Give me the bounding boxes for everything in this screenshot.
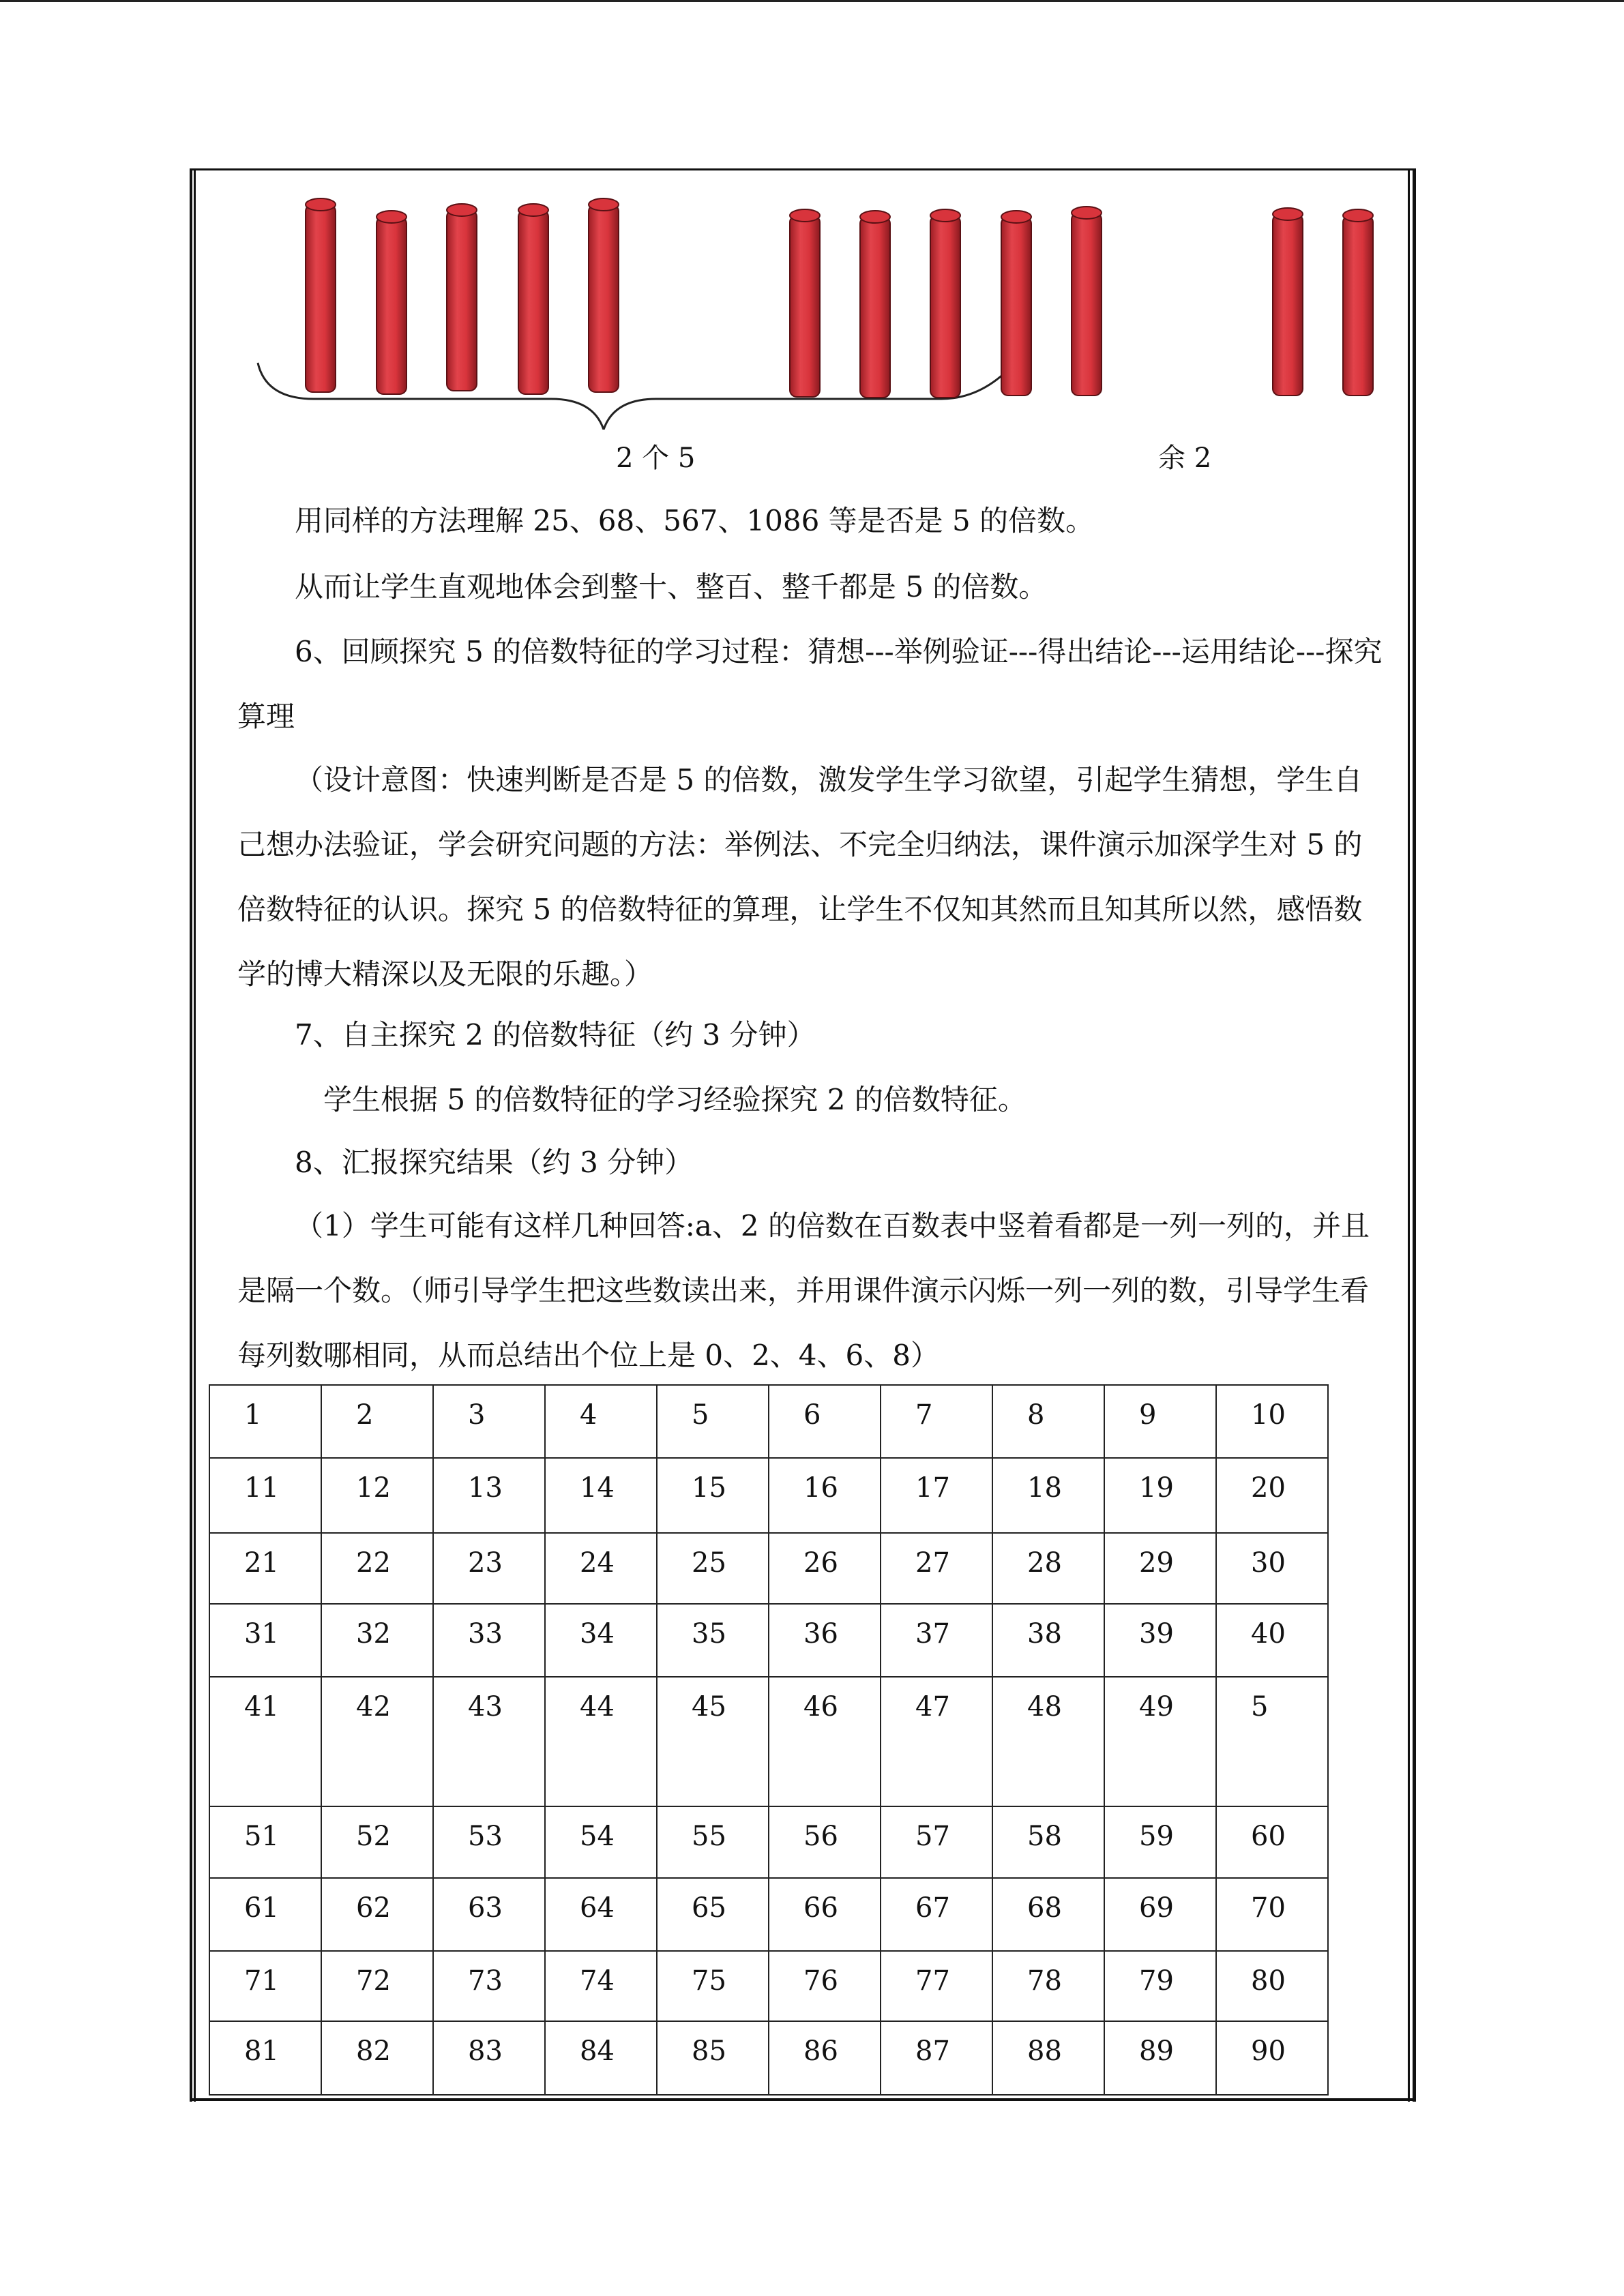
table-cell: 25 [657, 1533, 769, 1604]
sticks-illustration [225, 184, 1398, 430]
table-cell: 58 [992, 1806, 1104, 1878]
table-cell: 63 [433, 1878, 545, 1951]
table-cell: 9 [1104, 1385, 1216, 1458]
table-cell: 41 [209, 1677, 321, 1806]
table-cell: 38 [992, 1604, 1104, 1677]
table-cell: 87 [881, 2021, 992, 2095]
paragraph-3: 6、回顾探究 5 的倍数特征的学习过程：猜想---举例验证---得出结论---运用结论---探究算理 [237, 635, 1383, 733]
table-cell: 5 [657, 1385, 769, 1458]
paragraph-7: 7、自主探究 2 的倍数特征（约 3 分钟） [295, 1018, 816, 1052]
table-row [209, 1458, 1328, 1533]
table-cell: 55 [657, 1806, 769, 1878]
table-cell: 21 [209, 1533, 321, 1604]
red-stick [589, 198, 619, 392]
table-cell: 71 [209, 1951, 321, 2021]
table-cell: 56 [769, 1806, 881, 1878]
table-row [209, 1951, 1328, 2021]
table-row [209, 1385, 1328, 1458]
table-cell: 62 [321, 1878, 433, 1951]
table-cell: 16 [769, 1458, 881, 1533]
table-cell: 81 [209, 2021, 321, 2095]
table-cell: 32 [321, 1604, 433, 1677]
table-cell: 61 [209, 1878, 321, 1951]
table-cell: 2 [321, 1385, 433, 1458]
table-row [209, 1677, 1328, 1806]
table-cell: 49 [1104, 1677, 1216, 1806]
table-cell: 85 [657, 2021, 769, 2095]
table-cell: 80 [1216, 1951, 1328, 2021]
table-cell: 34 [545, 1604, 657, 1677]
table-cell: 66 [769, 1878, 881, 1951]
paragraph-1: 用同样的方法理解 25、68、567、1086 等是否是 5 的倍数。 [295, 504, 1095, 537]
table-cell: 57 [881, 1806, 992, 1878]
table-cell: 19 [1104, 1458, 1216, 1533]
table-cell: 14 [545, 1458, 657, 1533]
red-stick [930, 209, 960, 398]
paragraph-8: 8、汇报探究结果（约 3 分钟） [295, 1146, 694, 1179]
table-cell: 20 [1216, 1458, 1328, 1533]
remainder-label: 余 2 [1158, 443, 1212, 474]
table-cell: 31 [209, 1604, 321, 1677]
table-cell: 7 [881, 1385, 992, 1458]
table-cell: 68 [992, 1878, 1104, 1951]
table-cell: 60 [1216, 1806, 1328, 1878]
paragraph-2: 从而让学生直观地体会到整十、整百、整千都是 5 的倍数。 [295, 570, 1048, 603]
table-cell: 3 [433, 1385, 545, 1458]
red-stick [1273, 208, 1303, 396]
table-cell: 24 [545, 1533, 657, 1604]
red-stick [860, 211, 890, 398]
table-cell: 22 [321, 1533, 433, 1604]
paragraph-student-exploration: 学生根据 5 的倍数特征的学习经验探究 2 的倍数特征。 [323, 1083, 1027, 1116]
table-cell: 10 [1216, 1385, 1328, 1458]
table-cell: 5 [1216, 1677, 1328, 1806]
table-cell: 72 [321, 1951, 433, 2021]
table-cell: 75 [657, 1951, 769, 2021]
table-cell: 35 [657, 1604, 769, 1677]
table-cell: 6 [769, 1385, 881, 1458]
table-cell: 65 [657, 1878, 769, 1951]
red-stick [306, 198, 336, 392]
table-cell: 64 [545, 1878, 657, 1951]
table-cell: 33 [433, 1604, 545, 1677]
table-cell: 17 [881, 1458, 992, 1533]
table-cell: 47 [881, 1677, 992, 1806]
table-cell: 4 [545, 1385, 657, 1458]
table-cell: 39 [1104, 1604, 1216, 1677]
table-row [209, 1806, 1328, 1878]
table-cell: 12 [321, 1458, 433, 1533]
sticks-drawing [225, 184, 1398, 430]
group-label: 2 个 5 [616, 443, 696, 474]
table-cell: 18 [992, 1458, 1104, 1533]
table-cell: 37 [881, 1604, 992, 1677]
red-stick [1001, 211, 1031, 396]
table-cell: 40 [1216, 1604, 1328, 1677]
red-stick [447, 204, 477, 391]
paragraph-answers: （1）学生可能有这样几种回答:a、2 的倍数在百数表中竖着看都是一列一列的，并且是隔一个数。（师引导学生把这些数读出来，并用课件演示闪烁一列一列的数，引导学生看每列数哪相同，从而总结出个位上是 0、2、4、6、8） [237, 1209, 1370, 1372]
table-cell: 84 [545, 2021, 657, 2095]
table-cell: 82 [321, 2021, 433, 2095]
table-cell: 44 [545, 1677, 657, 1806]
hundred-chart-table [209, 1384, 1329, 2096]
red-stick [1072, 207, 1102, 396]
table-cell: 59 [1104, 1806, 1216, 1878]
table-cell: 79 [1104, 1951, 1216, 2021]
table-cell: 51 [209, 1806, 321, 1878]
table-cell: 89 [1104, 2021, 1216, 2095]
table-cell: 83 [433, 2021, 545, 2095]
table-cell: 30 [1216, 1533, 1328, 1604]
table-cell: 43 [433, 1677, 545, 1806]
table-cell: 48 [992, 1677, 1104, 1806]
table-cell: 53 [433, 1806, 545, 1878]
table-cell: 86 [769, 2021, 881, 2095]
table-cell: 29 [1104, 1533, 1216, 1604]
table-cell: 70 [1216, 1878, 1328, 1951]
table-row [209, 1878, 1328, 1951]
table-cell: 78 [992, 1951, 1104, 2021]
table-cell: 45 [657, 1677, 769, 1806]
table-cell: 15 [657, 1458, 769, 1533]
page-top-rule [0, 0, 1624, 2]
table-row [209, 2021, 1328, 2095]
table-cell: 74 [545, 1951, 657, 2021]
red-stick [518, 204, 548, 394]
table-cell: 90 [1216, 2021, 1328, 2095]
table-cell: 76 [769, 1951, 881, 2021]
table-cell: 11 [209, 1458, 321, 1533]
table-row [209, 1533, 1328, 1604]
table-cell: 36 [769, 1604, 881, 1677]
group-brace [258, 363, 1015, 430]
table-cell: 42 [321, 1677, 433, 1806]
red-stick [1343, 209, 1373, 396]
table-cell: 54 [545, 1806, 657, 1878]
frame-left-border [190, 168, 196, 2102]
table-row [209, 1604, 1328, 1677]
table-cell: 77 [881, 1951, 992, 2021]
table-cell: 23 [433, 1533, 545, 1604]
frame-right-border [1408, 168, 1416, 2102]
red-stick [790, 209, 820, 397]
red-stick [377, 211, 407, 394]
table-cell: 27 [881, 1533, 992, 1604]
table-cell: 52 [321, 1806, 433, 1878]
table-cell: 67 [881, 1878, 992, 1951]
table-cell: 13 [433, 1458, 545, 1533]
table-cell: 8 [992, 1385, 1104, 1458]
table-cell: 26 [769, 1533, 881, 1604]
table-cell: 28 [992, 1533, 1104, 1604]
table-cell: 1 [209, 1385, 321, 1458]
table-cell: 73 [433, 1951, 545, 2021]
paragraph-design-intent: （设计意图：快速判断是否是 5 的倍数，激发学生学习欲望，引起学生猜想，学生自己想办法验证，学会研究问题的方法：举例法、不完全归纳法，课件演示加深学生对 5 的倍数特征的认识。探究 5 的倍数特征的算理，让学生不仅知其然而且知其所以然，感悟数学的博大精深以及无限的乐趣。） [237, 763, 1363, 991]
frame-bottom-border [190, 2098, 1416, 2101]
table-cell: 46 [769, 1677, 881, 1806]
table-cell: 69 [1104, 1878, 1216, 1951]
table-cell: 88 [992, 2021, 1104, 2095]
